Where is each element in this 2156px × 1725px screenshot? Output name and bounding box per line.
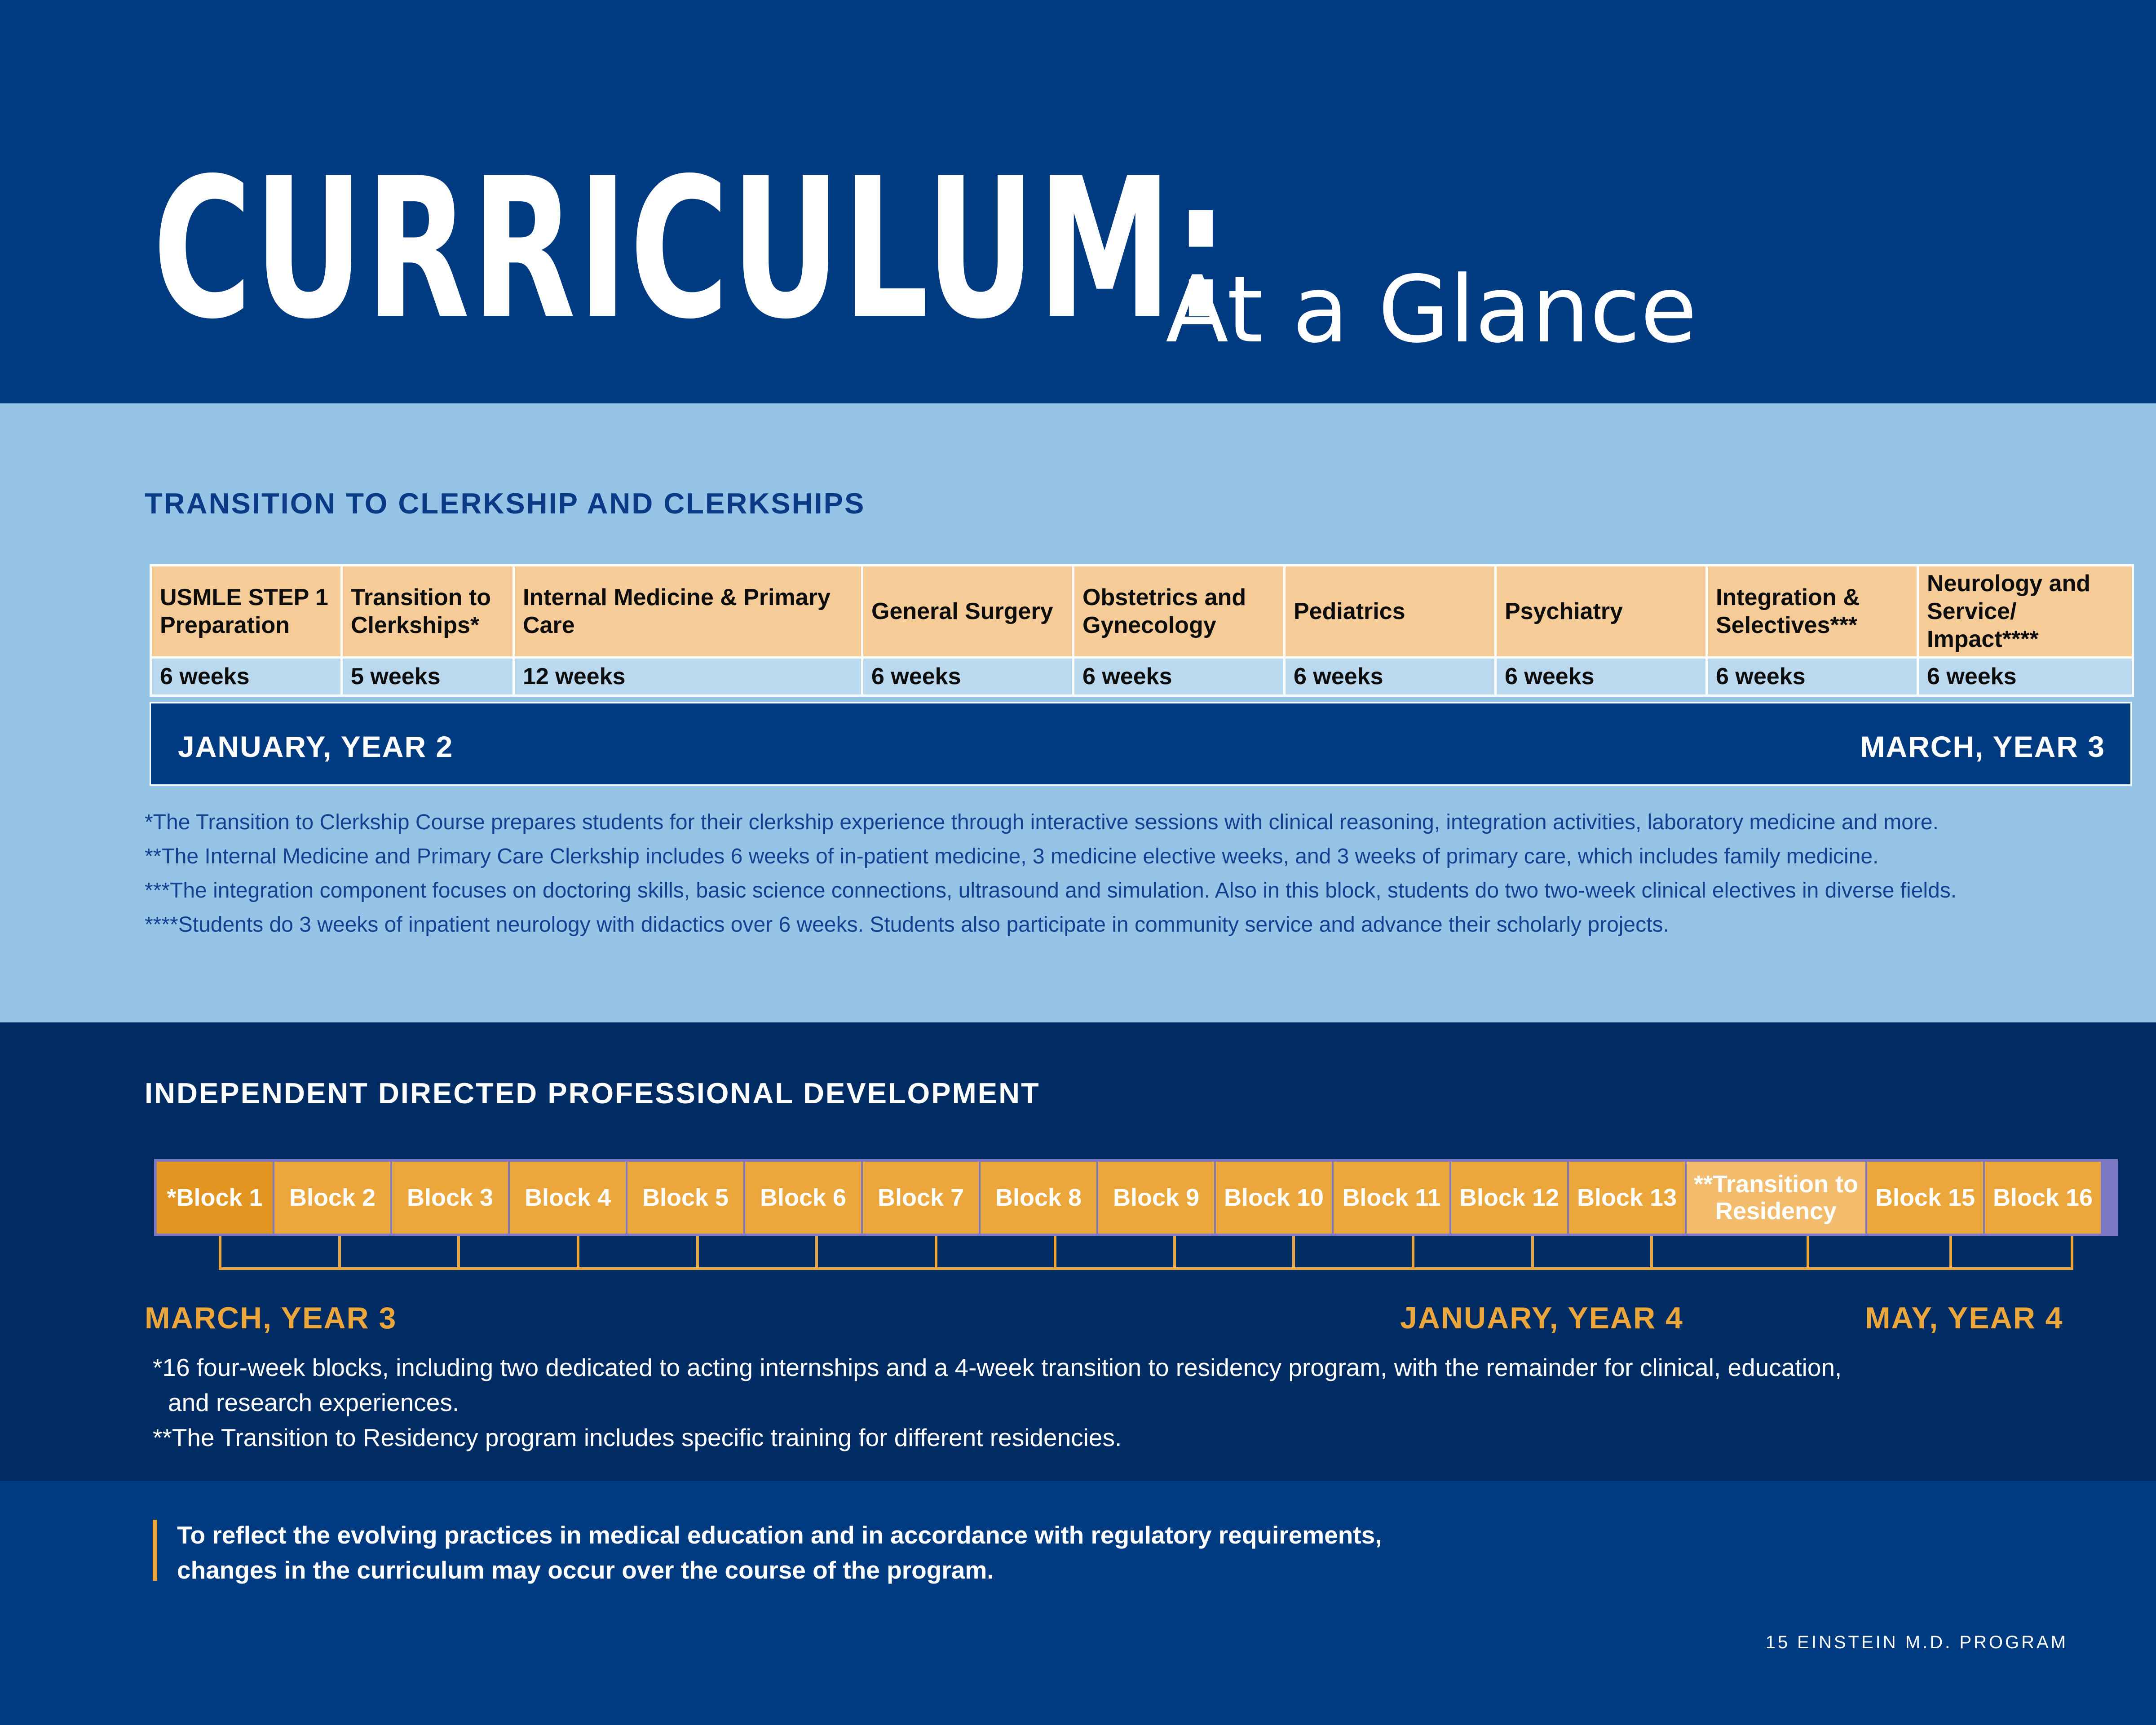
clerkship-duration: 6 weeks bbox=[1285, 658, 1496, 696]
idpd-date-mid: JANUARY, YEAR 4 bbox=[1400, 1301, 1683, 1335]
idpd-heading: INDEPENDENT DIRECTED PROFESSIONAL DEVELOPMENT bbox=[145, 1077, 1040, 1110]
idpd-date-start: MARCH, YEAR 3 bbox=[145, 1301, 397, 1335]
footnote: **The Internal Medicine and Primary Care Clerkship includes 6 weeks of in-patient medicine, 3 medicine elective weeks, and 3 weeks of primary care, which includes family medicine. bbox=[145, 845, 1879, 868]
clerkship-duration: 12 weeks bbox=[514, 658, 862, 696]
clerkship-name: Neurology and Service/ Impact**** bbox=[1918, 566, 2133, 658]
block-cell: Block 7 bbox=[863, 1162, 979, 1234]
clerkship-footnotes bbox=[145, 805, 1957, 942]
idpd-footnote: and research experiences. bbox=[168, 1389, 459, 1416]
block-cell: Block 9 bbox=[1098, 1162, 1214, 1234]
clerkship-name: USMLE STEP 1 Preparation bbox=[151, 566, 342, 658]
block-cell: Block 11 bbox=[1334, 1162, 1449, 1234]
block-cell: Block 13 bbox=[1569, 1162, 1685, 1234]
clerkship-duration: 6 weeks bbox=[862, 658, 1074, 696]
idpd-date-end: MAY, YEAR 4 bbox=[1865, 1301, 2063, 1335]
clerkship-name: Internal Medicine & Primary Care bbox=[514, 566, 862, 658]
block-cell: Block 15 bbox=[1867, 1162, 1983, 1234]
clerkship-name: Pediatrics bbox=[1285, 566, 1496, 658]
block-cell: Block 10 bbox=[1216, 1162, 1332, 1234]
block-cell: Block 12 bbox=[1451, 1162, 1567, 1234]
block-cell-transition: **Transition to Residency bbox=[1687, 1162, 1865, 1234]
block-cell: Block 4 bbox=[510, 1162, 626, 1234]
timeline-start: JANUARY, YEAR 2 bbox=[178, 730, 454, 763]
quote-line: changes in the curriculum may occur over the course of the program. bbox=[177, 1556, 994, 1584]
block-strip bbox=[154, 1159, 2118, 1236]
quote-accent-bar bbox=[153, 1520, 157, 1581]
clerkship-heading: TRANSITION TO CLERKSHIP AND CLERKSHIPS bbox=[145, 487, 866, 520]
idpd-footnote: *16 four-week blocks, including two dedicated to acting internships and a 4-week transition to residency program, with the remainder for clinical, education, bbox=[153, 1353, 1842, 1381]
clerkship-name: Transition to Clerkships* bbox=[342, 566, 514, 658]
clerkship-duration: 6 weeks bbox=[1918, 658, 2133, 696]
clerkship-name: Obstetrics and Gynecology bbox=[1074, 566, 1285, 658]
block-cell: Block 8 bbox=[981, 1162, 1096, 1234]
block-cell: Block 6 bbox=[745, 1162, 861, 1234]
quote-line: To reflect the evolving practices in medical education and in accordance with regulatory requirements, bbox=[177, 1521, 1382, 1549]
clerkship-duration: 6 weeks bbox=[1074, 658, 1285, 696]
clerkship-name: Psychiatry bbox=[1496, 566, 1707, 658]
clerkship-name: General Surgery bbox=[862, 566, 1074, 658]
idpd-footnote: **The Transition to Residency program includes specific training for different residencies. bbox=[153, 1424, 1122, 1451]
block-cell: Block 3 bbox=[392, 1162, 508, 1234]
block-cell: Block 16 bbox=[1985, 1162, 2101, 1234]
block-cell: Block 5 bbox=[627, 1162, 743, 1234]
timeline-end: MARCH, YEAR 3 bbox=[1860, 730, 2105, 763]
block-cell: Block 2 bbox=[274, 1162, 390, 1234]
block-timeline-ticks bbox=[0, 1236, 2156, 1286]
clerkship-header-row bbox=[151, 566, 2133, 658]
disclaimer-quote bbox=[177, 1517, 1382, 1588]
clerkship-duration: 6 weeks bbox=[151, 658, 342, 696]
clerkship-table bbox=[150, 564, 2134, 697]
footnote: ***The integration component focuses on doctoring skills, basic science connections, ultrasound and simulation. Also in this block, students do two two-week clinical electives in diverse fields. bbox=[145, 879, 1957, 902]
clerkship-name: Integration & Selectives*** bbox=[1707, 566, 1918, 658]
clerkship-duration-row bbox=[151, 658, 2133, 696]
clerkship-duration: 5 weeks bbox=[342, 658, 514, 696]
page-footer-label: 15 EINSTEIN M.D. PROGRAM bbox=[1765, 1632, 2068, 1652]
hero-banner bbox=[0, 0, 2156, 403]
footnote: *The Transition to Clerkship Course prepares students for their clerkship experience through interactive sessions with clinical reasoning, integration activities, laboratory medicine and more. bbox=[145, 810, 1939, 834]
title-main: CURRICULUM: bbox=[153, 137, 1230, 362]
clerkship-duration: 6 weeks bbox=[1496, 658, 1707, 696]
footnote: ****Students do 3 weeks of inpatient neurology with didactics over 6 weeks. Students also participate in community service and advance their scholarly projects. bbox=[145, 913, 1669, 937]
page-title bbox=[153, 137, 1697, 363]
block-cell: *Block 1 bbox=[157, 1162, 273, 1234]
title-subtitle: At a Glance bbox=[1166, 257, 1697, 363]
clerkship-duration: 6 weeks bbox=[1707, 658, 1918, 696]
clerkship-timeline-bar bbox=[150, 702, 2132, 786]
